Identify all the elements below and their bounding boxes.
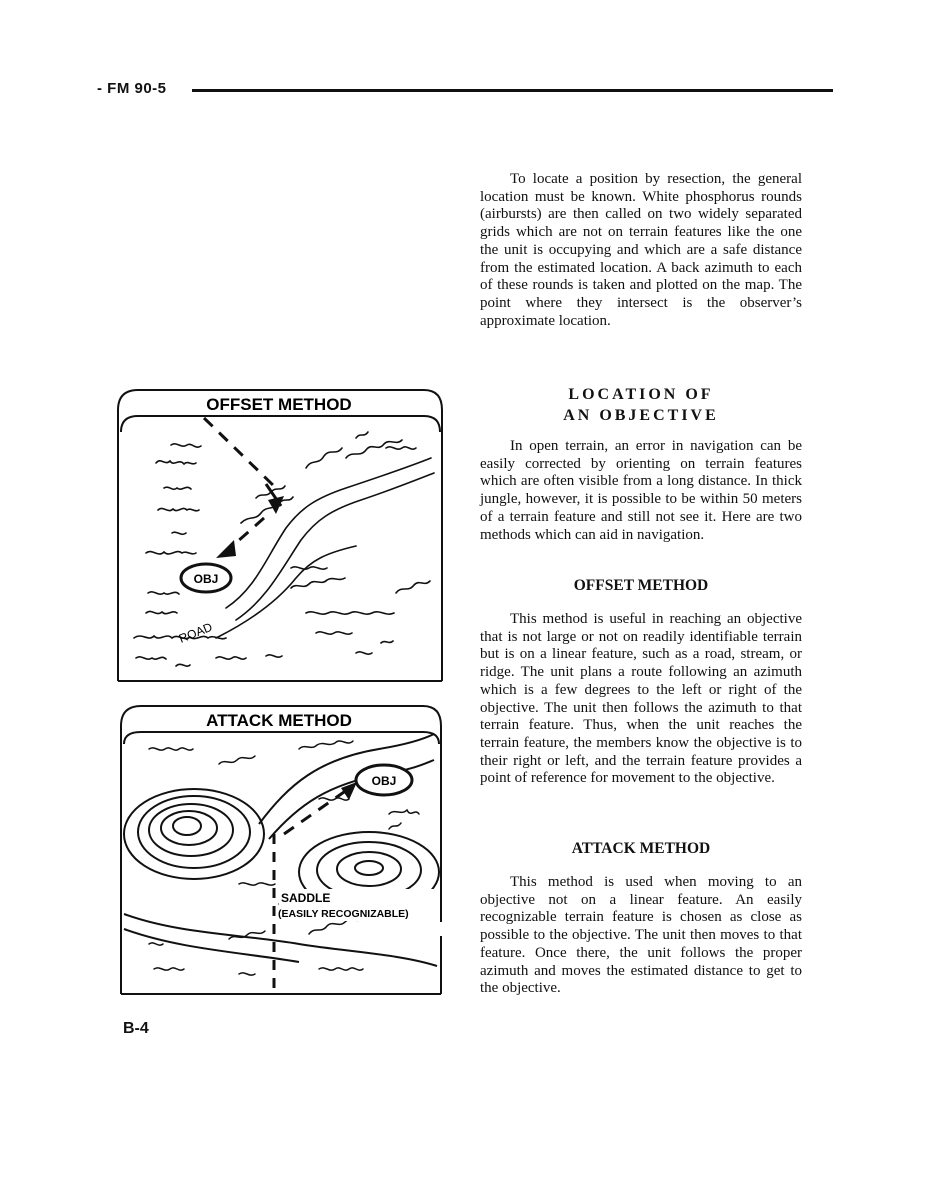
section-title-line1: LOCATION OF [568, 386, 714, 403]
page-number: B-4 [123, 1020, 149, 1037]
attack-method-figure [119, 704, 446, 996]
attack-paragraph: This method is used when moving to an objective not on a linear feature. An easily recognizable terrain feature is chosen as close as possible to the objective. The unit then moves to that feature. Once there, the unit follows the proper azimuth and moves the estimated distance to get to the objective. [480, 874, 802, 997]
offset-text-block [480, 611, 802, 788]
intro-text-block [480, 171, 802, 330]
offset-figure-title: OFFSET METHOD [206, 395, 352, 414]
section-paragraph: In open terrain, an error in navigation can be easily corrected by orienting on terrain features which are often visible from a long distance. In thick jungle, however, it is possible to be within 50 meters of a terrain feature and still not see it. Here are two methods which can aid in navigation. [480, 438, 802, 543]
attack-text-block [480, 874, 802, 998]
offset-road-label: ROAD [176, 619, 215, 646]
offset-route-line [204, 418, 281, 550]
manual-header: - FM 90-5 [97, 80, 167, 97]
saddle-note: (EASILY RECOGNIZABLE) [278, 908, 409, 920]
offset-method-figure [116, 388, 446, 683]
saddle-label: SADDLE [281, 891, 331, 905]
offset-arrowhead-icon [216, 540, 236, 558]
offset-obj-label: OBJ [193, 572, 219, 586]
header-rule [192, 89, 833, 92]
attack-obj-label: OBJ [371, 774, 397, 788]
intro-paragraph: To locate a position by resection, the general location must be known. White phosphorus rounds (airbursts) are then called on two widely separated grids which are not on terrain features like the one the unit is occupying and which are a safe distance from the estimated location. A back azimuth to each of these rounds is taken and plotted on the map. The point where they intersect is the observer’s approximate location. [480, 171, 802, 329]
section-title-line2: AN OBJECTIVE [563, 407, 719, 424]
attack-method-heading: ATTACK METHOD [571, 840, 711, 857]
attack-figure-title: ATTACK METHOD [206, 711, 352, 730]
section-title [480, 384, 802, 426]
section-text-block [480, 438, 802, 544]
offset-paragraph: This method is useful in reaching an objective that is not large or not on readily identifiable terrain but is on a linear feature, such as a road, stream, or ridge. The unit plans a route following an azimuth which is a few degrees to the left or right of the objective. The unit then follows the azimuth to that terrain feature. Thus, when the unit reaches the terrain feature, the members know the objective is to their right or left, and the terrain feature provides a point of reference for movement to the objective. [480, 611, 802, 787]
offset-method-heading: OFFSET METHOD [573, 577, 709, 594]
